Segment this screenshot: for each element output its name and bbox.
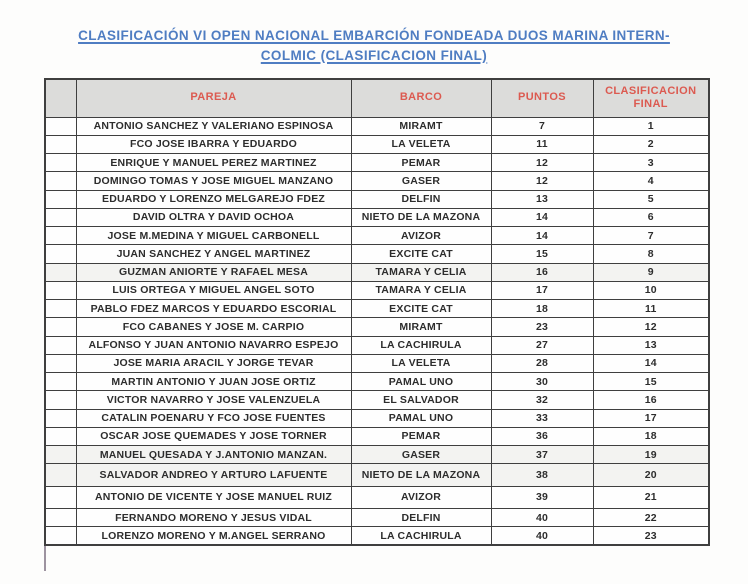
table-row — [45, 263, 709, 281]
cell-barco: GASER — [351, 172, 491, 190]
cell-puntos: 36 — [491, 427, 593, 445]
cell-barco: EL SALVADOR — [351, 391, 491, 409]
header-cell-clasificacion-final: CLASIFICACION FINAL — [593, 79, 709, 117]
cell-spacer — [45, 391, 76, 409]
table-row — [45, 527, 709, 545]
cell-spacer — [45, 281, 76, 299]
table-row — [45, 486, 709, 508]
cell-pareja: JOSE MARIA ARACIL Y JORGE TEVAR — [76, 354, 351, 372]
cell-barco: GASER — [351, 446, 491, 464]
cell-clasificacion: 1 — [593, 117, 709, 135]
cell-pareja: DAVID OLTRA Y DAVID OCHOA — [76, 208, 351, 226]
table-row — [45, 281, 709, 299]
table-body — [45, 117, 709, 545]
cell-pareja: ANTONIO SANCHEZ Y VALERIANO ESPINOSA — [76, 117, 351, 135]
cell-spacer — [45, 409, 76, 427]
table-row — [45, 446, 709, 464]
cell-barco: MIRAMT — [351, 318, 491, 336]
cell-clasificacion: 5 — [593, 190, 709, 208]
cell-spacer — [45, 117, 76, 135]
cell-pareja: GUZMAN ANIORTE Y RAFAEL MESA — [76, 263, 351, 281]
table-row — [45, 373, 709, 391]
cell-pareja: PABLO FDEZ MARCOS Y EDUARDO ESCORIAL — [76, 300, 351, 318]
cell-barco: EXCITE CAT — [351, 245, 491, 263]
cell-pareja: ENRIQUE Y MANUEL PEREZ MARTINEZ — [76, 154, 351, 172]
table-row — [45, 300, 709, 318]
cell-clasificacion: 3 — [593, 154, 709, 172]
cell-puntos: 38 — [491, 464, 593, 486]
cell-spacer — [45, 208, 76, 226]
cell-spacer — [45, 227, 76, 245]
scan-artifact-line — [44, 546, 46, 571]
cell-pareja: FCO JOSE IBARRA Y EDUARDO — [76, 135, 351, 153]
cell-clasificacion: 23 — [593, 527, 709, 545]
cell-barco: LA CACHIRULA — [351, 336, 491, 354]
table-row — [45, 409, 709, 427]
cell-clasificacion: 7 — [593, 227, 709, 245]
table-row — [45, 391, 709, 409]
cell-puntos: 39 — [491, 486, 593, 508]
table-row — [45, 464, 709, 486]
cell-clasificacion: 9 — [593, 263, 709, 281]
cell-barco: NIETO DE LA MAZONA — [351, 208, 491, 226]
cell-clasificacion: 6 — [593, 208, 709, 226]
table-row — [45, 154, 709, 172]
header-cell-pareja: PAREJA — [76, 79, 351, 117]
cell-spacer — [45, 263, 76, 281]
cell-pareja: JOSE M.MEDINA Y MIGUEL CARBONELL — [76, 227, 351, 245]
cell-pareja: EDUARDO Y LORENZO MELGAREJO FDEZ — [76, 190, 351, 208]
cell-puntos: 27 — [491, 336, 593, 354]
table-row — [45, 190, 709, 208]
cell-spacer — [45, 336, 76, 354]
cell-barco: TAMARA Y CELIA — [351, 281, 491, 299]
cell-spacer — [45, 508, 76, 526]
cell-clasificacion: 10 — [593, 281, 709, 299]
cell-pareja: ALFONSO Y JUAN ANTONIO NAVARRO ESPEJO — [76, 336, 351, 354]
cell-puntos: 13 — [491, 190, 593, 208]
table-row — [45, 354, 709, 372]
cell-clasificacion: 15 — [593, 373, 709, 391]
header-cell-spacer — [45, 79, 76, 117]
cell-barco: DELFIN — [351, 190, 491, 208]
cell-puntos: 14 — [491, 227, 593, 245]
cell-clasificacion: 2 — [593, 135, 709, 153]
cell-pareja: VICTOR NAVARRO Y JOSE VALENZUELA — [76, 391, 351, 409]
cell-clasificacion: 13 — [593, 336, 709, 354]
table-row — [45, 336, 709, 354]
cell-barco: LA VELETA — [351, 135, 491, 153]
table-row — [45, 208, 709, 226]
header-cell-barco: BARCO — [351, 79, 491, 117]
cell-puntos: 7 — [491, 117, 593, 135]
cell-spacer — [45, 373, 76, 391]
cell-spacer — [45, 446, 76, 464]
table-header-row — [45, 79, 709, 117]
document-title-line-1: CLASIFICACIÓN VI OPEN NACIONAL EMBARCIÓN FONDEADA DUOS MARINA INTERN- — [78, 28, 670, 43]
cell-clasificacion: 18 — [593, 427, 709, 445]
cell-puntos: 16 — [491, 263, 593, 281]
cell-spacer — [45, 486, 76, 508]
cell-spacer — [45, 190, 76, 208]
cell-clasificacion: 4 — [593, 172, 709, 190]
cell-puntos: 12 — [491, 172, 593, 190]
cell-puntos: 32 — [491, 391, 593, 409]
cell-puntos: 17 — [491, 281, 593, 299]
cell-barco: EXCITE CAT — [351, 300, 491, 318]
table-row — [45, 227, 709, 245]
cell-barco: AVIZOR — [351, 227, 491, 245]
cell-barco: TAMARA Y CELIA — [351, 263, 491, 281]
cell-puntos: 23 — [491, 318, 593, 336]
cell-clasificacion: 12 — [593, 318, 709, 336]
header-cell-puntos: PUNTOS — [491, 79, 593, 117]
cell-spacer — [45, 427, 76, 445]
cell-spacer — [45, 154, 76, 172]
cell-barco: NIETO DE LA MAZONA — [351, 464, 491, 486]
cell-pareja: DOMINGO TOMAS Y JOSE MIGUEL MANZANO — [76, 172, 351, 190]
cell-pareja: LUIS ORTEGA Y MIGUEL ANGEL SOTO — [76, 281, 351, 299]
document-title-line-2: COLMIC (CLASIFICACION FINAL) — [260, 47, 488, 63]
cell-clasificacion: 20 — [593, 464, 709, 486]
cell-spacer — [45, 172, 76, 190]
cell-clasificacion: 19 — [593, 446, 709, 464]
cell-puntos: 40 — [491, 527, 593, 545]
cell-barco: LA VELETA — [351, 354, 491, 372]
cell-spacer — [45, 300, 76, 318]
cell-pareja: CATALIN POENARU Y FCO JOSE FUENTES — [76, 409, 351, 427]
document-title — [24, 26, 724, 65]
cell-clasificacion: 21 — [593, 486, 709, 508]
table-row — [45, 427, 709, 445]
cell-spacer — [45, 318, 76, 336]
cell-pareja: JUAN SANCHEZ Y ANGEL MARTINEZ — [76, 245, 351, 263]
table-row — [45, 245, 709, 263]
cell-barco: AVIZOR — [351, 486, 491, 508]
cell-puntos: 12 — [491, 154, 593, 172]
cell-pareja: FCO CABANES Y JOSE M. CARPIO — [76, 318, 351, 336]
cell-spacer — [45, 354, 76, 372]
cell-barco: PEMAR — [351, 154, 491, 172]
cell-pareja: MANUEL QUESADA Y J.ANTONIO MANZAN. — [76, 446, 351, 464]
cell-pareja: OSCAR JOSE QUEMADES Y JOSE TORNER — [76, 427, 351, 445]
cell-puntos: 14 — [491, 208, 593, 226]
table-row — [45, 117, 709, 135]
cell-puntos: 30 — [491, 373, 593, 391]
cell-puntos: 15 — [491, 245, 593, 263]
cell-clasificacion: 22 — [593, 508, 709, 526]
table-row — [45, 318, 709, 336]
cell-clasificacion: 14 — [593, 354, 709, 372]
cell-clasificacion: 17 — [593, 409, 709, 427]
cell-barco: LA CACHIRULA — [351, 527, 491, 545]
cell-puntos: 37 — [491, 446, 593, 464]
cell-barco: DELFIN — [351, 508, 491, 526]
cell-puntos: 11 — [491, 135, 593, 153]
cell-puntos: 33 — [491, 409, 593, 427]
cell-puntos: 40 — [491, 508, 593, 526]
table-row — [45, 172, 709, 190]
cell-pareja: MARTIN ANTONIO Y JUAN JOSE ORTIZ — [76, 373, 351, 391]
cell-puntos: 18 — [491, 300, 593, 318]
cell-barco: PAMAL UNO — [351, 373, 491, 391]
cell-spacer — [45, 464, 76, 486]
cell-barco: PAMAL UNO — [351, 409, 491, 427]
cell-spacer — [45, 527, 76, 545]
cell-puntos: 28 — [491, 354, 593, 372]
cell-pareja: FERNANDO MORENO Y JESUS VIDAL — [76, 508, 351, 526]
cell-barco: MIRAMT — [351, 117, 491, 135]
cell-pareja: ANTONIO DE VICENTE Y JOSE MANUEL RUIZ — [76, 486, 351, 508]
cell-pareja: SALVADOR ANDREO Y ARTURO LAFUENTE — [76, 464, 351, 486]
results-table — [44, 78, 710, 546]
cell-pareja: LORENZO MORENO Y M.ANGEL SERRANO — [76, 527, 351, 545]
table-row — [45, 135, 709, 153]
table-row — [45, 508, 709, 526]
results-table-container — [44, 78, 708, 546]
cell-clasificacion: 16 — [593, 391, 709, 409]
cell-spacer — [45, 245, 76, 263]
cell-clasificacion: 11 — [593, 300, 709, 318]
cell-barco: PEMAR — [351, 427, 491, 445]
cell-clasificacion: 8 — [593, 245, 709, 263]
cell-spacer — [45, 135, 76, 153]
